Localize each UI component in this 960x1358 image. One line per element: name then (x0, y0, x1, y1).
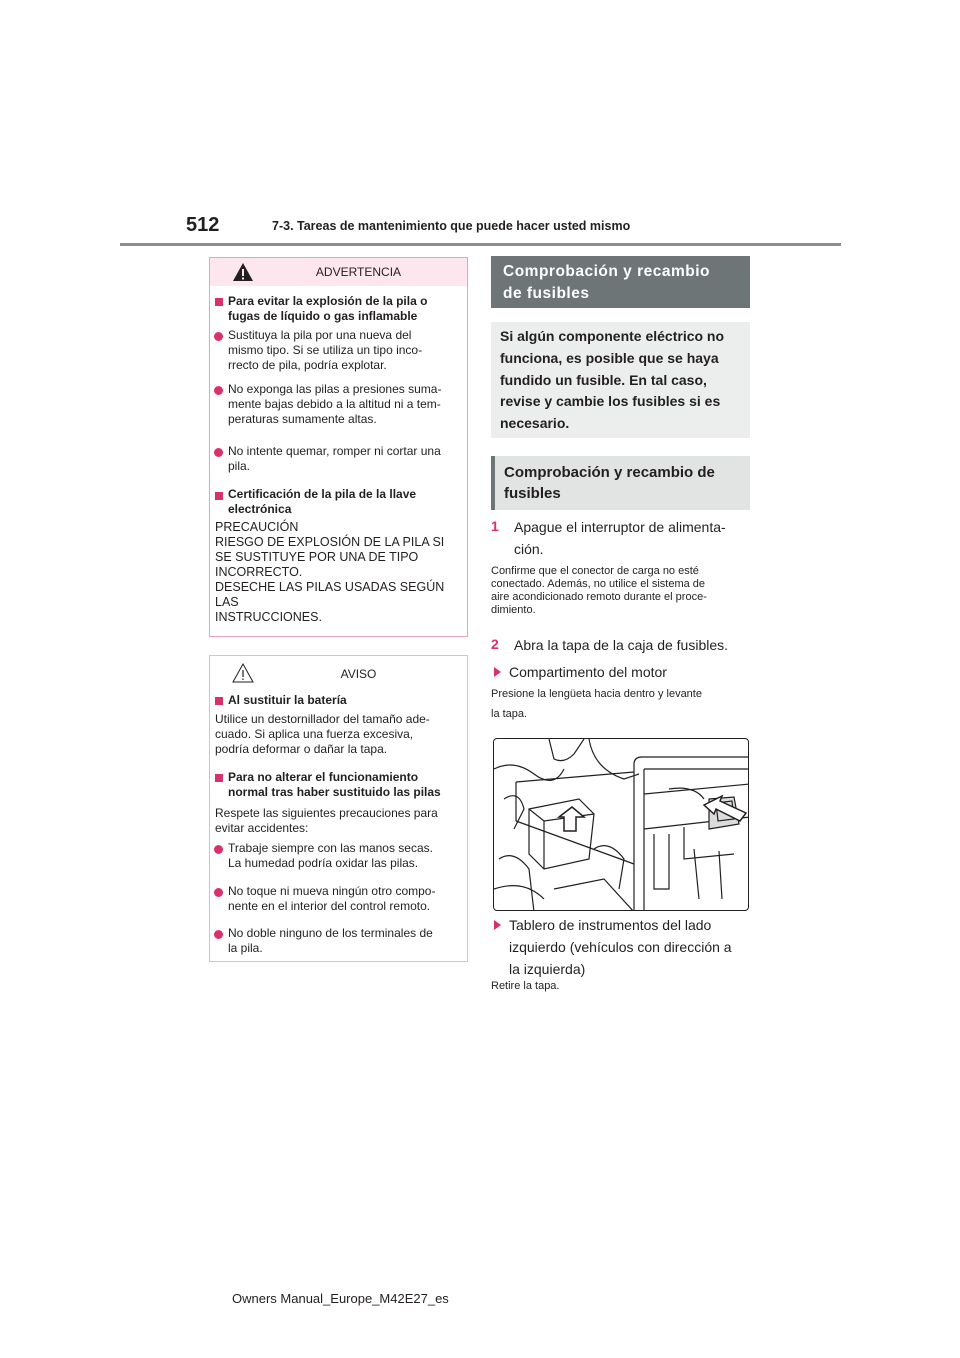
square-bullet (215, 697, 223, 705)
sub-2-label: Tablero de instrumentos del lado izquierdo (vehículos con dirección a la izquierda) (509, 917, 732, 977)
warning-box (209, 257, 468, 637)
subheading: Comprobación y recambio de fusibles (504, 464, 715, 502)
square-bullet (215, 298, 223, 306)
warning-bullet-1: Sustituya la pila por una nueva del mismo tipo. Si se utiliza un tipo inco- rrecto de pila, podría explotar. (228, 328, 423, 372)
sub-1-note-1: Presione la lengüeta hacia dentro y levante (491, 688, 702, 700)
bullet-dot (214, 386, 223, 395)
bullet-dot (214, 448, 223, 457)
sub-2-note: Retire la tapa. (491, 980, 560, 992)
bullet-dot (214, 930, 223, 939)
notice-heading-1: Al sustituir la batería (228, 693, 347, 707)
step-number-1: 1 (491, 518, 499, 534)
sub-1-label: Compartimento del motor (509, 664, 667, 680)
arrow-bullet-icon (494, 667, 501, 677)
warning-heading-1: Para evitar la explosión de la pila o fugas de líquido o gas inflamable (228, 294, 428, 323)
step-1-note: Confirme que el conector de carga no esté conectado. Además, no utilice el sistema de aire acondicionado remoto durante el proce- dimiento. (491, 565, 707, 616)
subheading-band (491, 456, 750, 510)
page-number: 512 (186, 214, 220, 236)
notice-bullet-1: Trabaje siempre con las manos secas. La humedad podría oxidar las pilas. (228, 841, 433, 870)
header-rule (120, 243, 841, 246)
step-2-text: Abra la tapa de la caja de fusibles. (514, 637, 729, 653)
step-number-2: 2 (491, 636, 499, 652)
section-title: 7-3. Tareas de mantenimiento que puede hacer usted mismo (272, 219, 631, 233)
intro-text: Si algún componente eléctrico no funciona, es posible que se haya fundido un fusible. En tal caso, revise y cambie los fusibles si es necesario. (500, 328, 725, 432)
notice-box (209, 655, 468, 962)
notice-bullet-3: No doble ninguno de los terminales de la pila. (228, 926, 433, 955)
footer-text: Owners Manual_Europe_M42E27_es (232, 1291, 449, 1306)
engine-fuse-box-illustration (493, 738, 749, 911)
notice-text-1: Utilice un destornillador del tamaño ade- cuado. Si aplica una fuerza excesiva, podría deformar o dañar la tapa. (215, 712, 430, 756)
square-bullet (215, 492, 223, 500)
warning-bullet-2: No exponga las pilas a presiones suma- mente bajas debido a la altitud ni a tem- peraturas sumamente altas. (228, 382, 442, 426)
warning-title: ADVERTENCIA (315, 265, 402, 279)
notice-text-2: Respete las siguientes precauciones para evitar accidentes: (215, 806, 438, 835)
warning-bullet-3: No intente quemar, romper ni cortar una pila. (228, 444, 441, 473)
caution-text: PRECAUCIÓN RIESGO DE EXPLOSIÓN DE LA PILA SI SE SUSTITUYE POR UNA DE TIPO INCORRECTO. DESECHE LAS PILAS USADAS SEGÚN LAS INSTRUCCIONES. (215, 520, 445, 624)
notice-header (210, 656, 467, 692)
notice-bullet-2: No toque ni mueva ningún otro compo- nente en el interior del control remoto. (228, 884, 436, 913)
fuse-box-drawing (494, 739, 749, 911)
step-1-text: Apague el interruptor de alimenta- ción. (514, 519, 726, 557)
warning-header (210, 258, 467, 286)
notice-title: AVISO (340, 667, 377, 681)
square-bullet (215, 774, 223, 782)
bullet-dot (214, 888, 223, 897)
arrow-bullet-icon (494, 920, 501, 930)
warning-heading-2: Certificación de la pila de la llave electrónica (228, 487, 417, 516)
intro-box (491, 322, 750, 438)
sub-1-note-2: la tapa. (491, 708, 528, 720)
bullet-dot (214, 845, 223, 854)
band-title: Comprobación y recambio de fusibles (503, 263, 711, 302)
bullet-dot (214, 332, 223, 341)
notice-heading-2: Para no alterar el funcionamiento normal tras haber sustituido las pilas (228, 770, 441, 799)
section-band (491, 256, 750, 308)
